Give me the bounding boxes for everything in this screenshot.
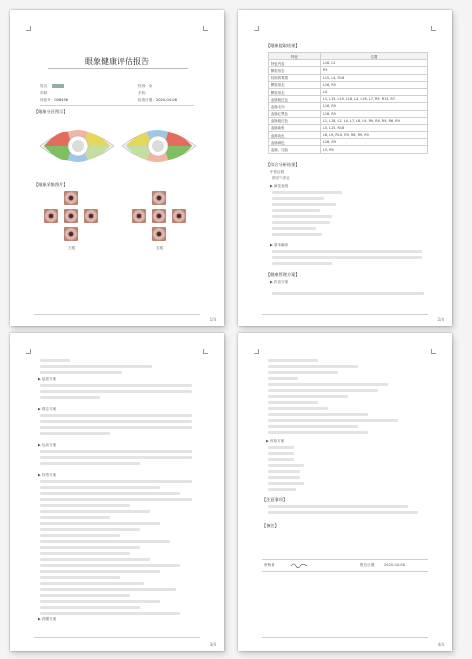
features-table	[268, 52, 428, 154]
signer-label: 审核者	[264, 563, 275, 567]
table-row	[269, 81, 428, 88]
section-notes: 【注意事项】	[262, 497, 288, 502]
report-page-4	[238, 333, 452, 651]
eye-photo	[64, 191, 78, 205]
name-field: 姓名：	[40, 84, 64, 89]
report-page-2	[238, 10, 452, 326]
diet-line	[272, 292, 424, 295]
table-row	[269, 117, 428, 124]
feature-cell: 特征内容	[269, 60, 321, 67]
eye-zone-diagram	[38, 118, 198, 174]
section-meridian: ▶ 经络方案	[38, 473, 57, 477]
analysis-sub-symptoms: ▶ 病变表现	[270, 184, 289, 188]
section-emotion: ▶ 情志方案	[38, 407, 57, 411]
crop-mark	[254, 26, 259, 31]
redacted-name	[52, 84, 64, 88]
footer-rule	[262, 637, 428, 638]
position-cell: L5, R9	[321, 146, 428, 153]
plan-sub-diet: ▶ 饮食方案	[270, 280, 289, 284]
crop-mark	[203, 349, 208, 354]
eye-photo	[152, 191, 166, 205]
crop-mark	[26, 349, 31, 354]
crop-mark	[431, 349, 436, 354]
feature-cell: 颗粒形态	[269, 67, 321, 74]
table-row	[269, 74, 428, 81]
eye-photo	[64, 209, 78, 223]
section-photos-title: 【眼象采集图片】	[34, 182, 68, 187]
eye-photo	[84, 209, 98, 223]
section-plan-title: 【健康管理方案】	[266, 272, 300, 277]
signature-rule	[262, 571, 428, 572]
left-eye-caption: 左眼	[68, 246, 76, 250]
position-cell: L5, L15, R18	[321, 124, 428, 131]
report-date-value: 2020-04-08	[384, 563, 405, 567]
footer-rule	[34, 637, 200, 638]
analysis-sub-interpretation: ▶ 基本解读	[270, 243, 289, 247]
position-cell: L8, L9, R10, R9, R6, R9, R9	[321, 132, 428, 139]
table-row	[269, 88, 428, 95]
right-eye-photos	[128, 191, 192, 247]
position-cell: L4	[321, 88, 428, 95]
eye-photo	[152, 209, 166, 223]
feature-cell: 较暗的雾斑	[269, 74, 321, 81]
feature-cell: 血脉淡色	[269, 132, 321, 139]
feature-cell: 血脉红黑色	[269, 110, 321, 117]
report-date-label: 报告日期	[360, 563, 375, 567]
divider	[40, 105, 194, 106]
position-cell: L1, L15, L19, L18, L3, L16, L7, R9, R13, R7	[321, 96, 428, 103]
feature-cell: 血脉粗红色	[269, 117, 321, 124]
position-cell: R5	[321, 67, 428, 74]
position-cell: L18, L2	[321, 60, 428, 67]
footer-rule	[262, 314, 428, 315]
id-field: 体检号：008456	[40, 98, 69, 102]
section-living: ▶ 起居方案	[38, 377, 57, 381]
title-rule	[48, 68, 188, 69]
section-zone-title: 【眼象分区图示】	[34, 109, 68, 114]
report-page-3	[10, 333, 224, 651]
section-checkup: ▶ 体检方案	[266, 439, 285, 443]
date-field: 检查日期：2020-04-08	[138, 98, 177, 102]
crop-mark	[26, 26, 31, 31]
left-eye-zone	[40, 130, 114, 162]
crop-mark	[431, 26, 436, 31]
table-row	[269, 103, 428, 110]
signature-rule	[262, 559, 428, 560]
table-row	[269, 139, 428, 146]
section-diet-therapy: ▶ 药膳方案	[38, 617, 57, 621]
left-eye-photos	[40, 191, 104, 247]
section-exercise: ▶ 运动方案	[38, 443, 57, 447]
gender-field: 性别：女	[138, 84, 153, 88]
signature-scribble	[290, 562, 308, 568]
feature-cell: 颗粒形态	[269, 88, 321, 95]
crop-mark	[254, 349, 259, 354]
position-cell: L16, R5	[321, 110, 428, 117]
page-number: 1/4	[209, 317, 216, 322]
feature-cell: 血脉颜色	[269, 139, 321, 146]
table-row	[269, 124, 428, 131]
section-remarks: 【备注】	[262, 523, 279, 528]
feature-cell: 血脉曲张	[269, 124, 321, 131]
page-number: 3/4	[209, 642, 216, 647]
feature-cell: 颗粒形态	[269, 81, 321, 88]
eye-photo	[152, 227, 166, 241]
eye-photo	[172, 209, 186, 223]
eye-photo	[64, 227, 78, 241]
feature-cell: 血脉粗红色	[269, 96, 321, 103]
page-number: 2/4	[437, 317, 444, 322]
table-row	[269, 96, 428, 103]
table-row	[269, 132, 428, 139]
age-field: 年龄：	[40, 91, 51, 95]
section-features-title: 【眼象提取结果】	[266, 43, 300, 48]
table-header-cell: 特征	[269, 53, 321, 60]
position-cell: L16, R5	[321, 103, 428, 110]
table-row	[269, 60, 428, 67]
page-number: 4/4	[437, 642, 444, 647]
syndrome-value: 脾虚气滞证	[272, 176, 290, 180]
section-analysis-title: 【综合分析结果】	[266, 162, 300, 167]
position-cell: L1, L18, L2, L4, L7, L8, L9, R9, R4, R9, R6, R9	[321, 117, 428, 124]
report-title: 眼象健康评估报告	[85, 57, 149, 66]
table-row	[269, 67, 428, 74]
footer-rule	[34, 314, 200, 315]
table-header-cell: 位置	[321, 53, 428, 60]
phone-field: 手机：	[138, 91, 149, 95]
table-row	[269, 146, 428, 153]
eye-photo	[132, 209, 146, 223]
table-header-row	[269, 53, 428, 60]
position-cell: L15, L4, R18	[321, 74, 428, 81]
position-cell: L16, R9	[321, 139, 428, 146]
analysis-sub-syndrome: 中医证候	[270, 170, 285, 174]
report-page-1	[10, 10, 224, 326]
right-eye-caption: 右眼	[156, 246, 164, 250]
right-eye-zone	[122, 130, 196, 162]
eye-photo	[44, 209, 58, 223]
feature-cell: 血脉走向	[269, 103, 321, 110]
table-row	[269, 110, 428, 117]
position-cell: L16, R5	[321, 81, 428, 88]
feature-cell: 血脉，迂曲	[269, 146, 321, 153]
crop-mark	[203, 26, 208, 31]
